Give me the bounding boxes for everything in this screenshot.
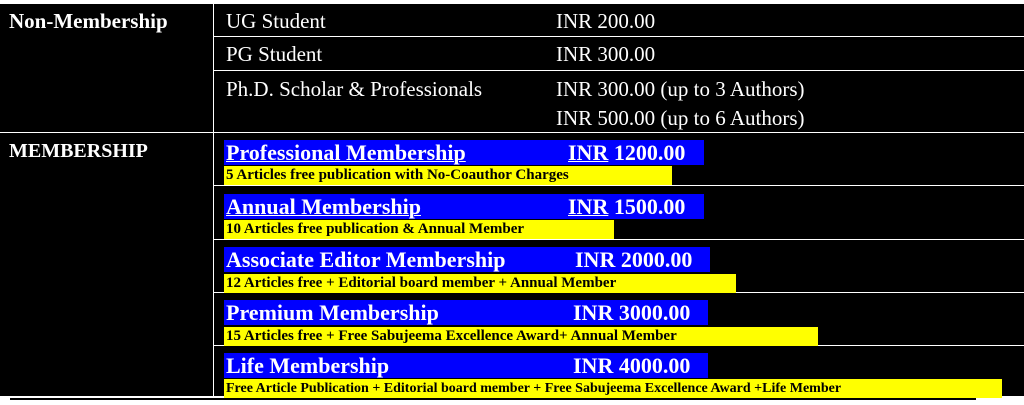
plan-name: Associate Editor Membership: [226, 247, 506, 272]
plan-price: INR 3000.00: [573, 300, 691, 325]
non-membership-label: Non-Membership: [9, 9, 168, 33]
plan-premium-description: 15 Articles free + Free Sabujeema Excellence Award+ Annual Member: [224, 327, 818, 346]
price-code: INR: [568, 194, 609, 219]
plan-price: [568, 194, 685, 219]
plan-associate-editor-banner: [224, 247, 710, 272]
phd-price-3-authors: INR 300.00 (up to 3 Authors): [556, 77, 805, 101]
phd-professionals-label: Ph.D. Scholar & Professionals: [226, 77, 483, 101]
pricing-table: [0, 4, 1024, 396]
column-divider: [213, 4, 214, 396]
plan-premium-banner: [224, 300, 708, 325]
plan-price: INR 2000.00: [575, 247, 693, 272]
plan-name: Professional Membership: [226, 140, 466, 165]
pg-student-label: PG Student: [226, 42, 323, 66]
plan-professional-banner: [224, 140, 704, 165]
row-divider: [213, 185, 1024, 186]
plan-annual-description: 10 Articles free publication & Annual Member: [224, 220, 614, 239]
membership-label: MEMBERSHIP: [9, 140, 148, 162]
plan-annual-banner: [224, 194, 704, 219]
bottom-rule: [10, 398, 976, 400]
price-value: 1500.00: [608, 194, 686, 219]
plan-name: Premium Membership: [226, 300, 439, 325]
plan-professional-description: 5 Articles free publication with No-Coauthor Charges: [224, 166, 672, 185]
price-code: INR: [568, 140, 609, 165]
row-divider: [213, 36, 1024, 37]
plan-price: INR 4000.00: [573, 353, 691, 378]
row-divider: [213, 239, 1024, 240]
ug-student-label: UG Student: [226, 9, 326, 33]
row-divider: [213, 70, 1024, 71]
plan-life-description: Free Article Publication + Editorial board member + Free Sabujeema Excellence Award +Life Member: [224, 379, 1002, 398]
plan-associate-editor-description: 12 Articles free + Editorial board member + Annual Member: [224, 274, 736, 293]
plan-name: Annual Membership: [226, 194, 421, 219]
pg-student-price: INR 300.00: [556, 42, 656, 66]
plan-life-banner: [224, 353, 708, 378]
ug-student-price: INR 200.00: [556, 9, 656, 33]
price-value: 1200.00: [608, 140, 686, 165]
section-divider: [0, 132, 1024, 133]
plan-price: [568, 140, 685, 165]
phd-price-6-authors: INR 500.00 (up to 6 Authors): [556, 106, 805, 130]
plan-name: Life Membership: [226, 353, 390, 378]
